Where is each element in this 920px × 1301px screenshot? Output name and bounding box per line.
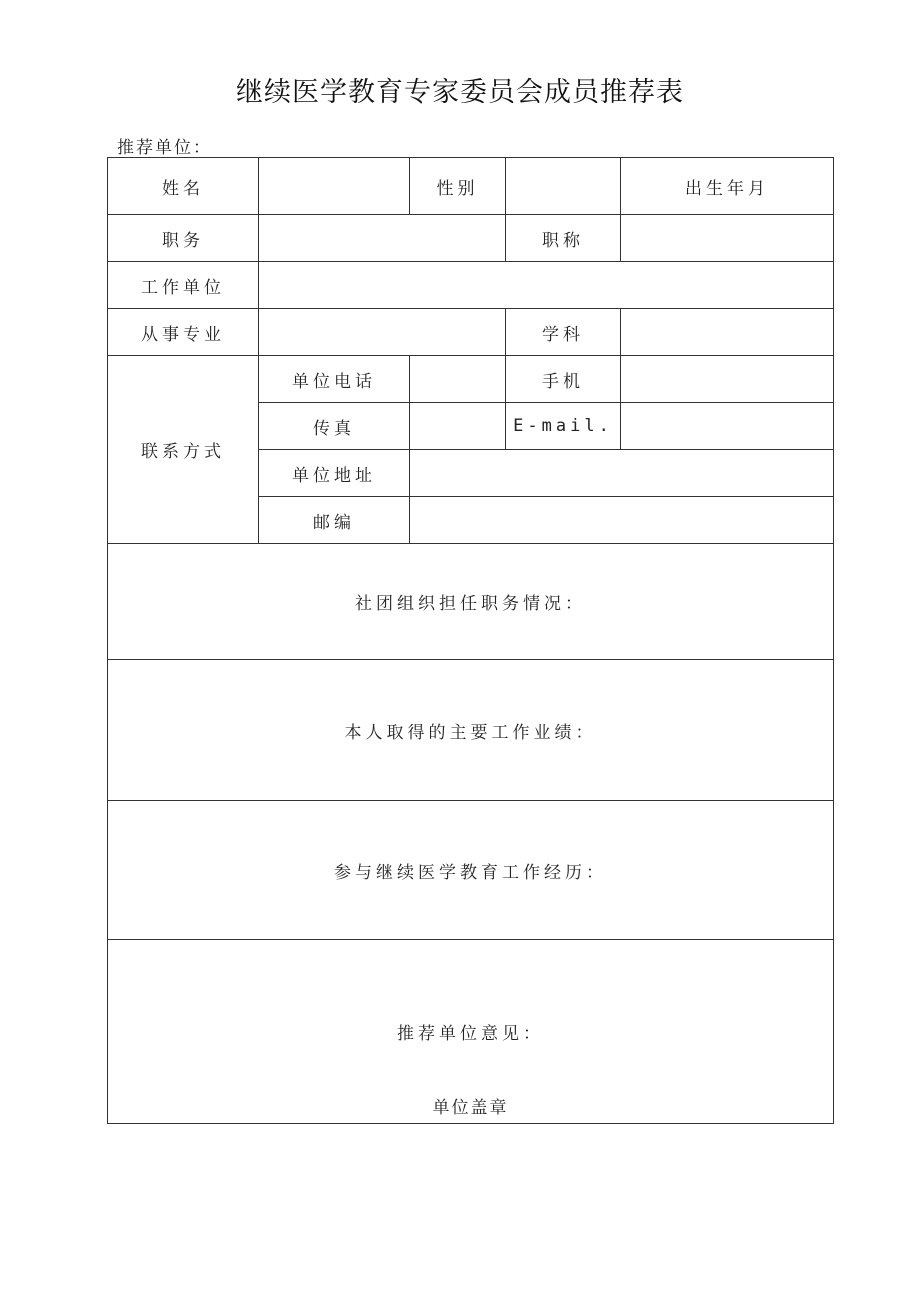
row-profession bbox=[108, 309, 834, 356]
office-phone-field[interactable] bbox=[410, 356, 506, 403]
society-roles-area[interactable] bbox=[108, 544, 834, 660]
row-society-roles bbox=[108, 544, 834, 660]
mobile-label: 手机 bbox=[506, 356, 621, 403]
workplace-field[interactable] bbox=[259, 262, 834, 309]
achievements-label: 本人取得的主要工作业绩： bbox=[344, 722, 597, 743]
page-title: 继续医学教育专家委员会成员推荐表 bbox=[236, 77, 684, 108]
name-label: 姓名 bbox=[108, 158, 259, 215]
cme-experience-area[interactable] bbox=[108, 801, 834, 940]
recommendation-form-table bbox=[107, 157, 834, 1124]
title-field[interactable] bbox=[621, 215, 834, 262]
birth-date-label: 出生年月 bbox=[621, 158, 834, 215]
fax-label: 传真 bbox=[259, 403, 410, 450]
postcode-label: 邮编 bbox=[259, 497, 410, 544]
address-label: 单位地址 bbox=[259, 450, 410, 497]
position-field[interactable] bbox=[259, 215, 506, 262]
unit-seal-label: 单位盖章 bbox=[432, 1098, 509, 1118]
unit-opinion-area[interactable] bbox=[108, 940, 834, 1124]
contact-label: 联系方式 bbox=[108, 356, 259, 544]
profession-field[interactable] bbox=[259, 309, 506, 356]
row-name bbox=[108, 158, 834, 215]
row-achievements bbox=[108, 660, 834, 801]
profession-label: 从事专业 bbox=[108, 309, 259, 356]
row-phone bbox=[108, 356, 834, 403]
discipline-field[interactable] bbox=[621, 309, 834, 356]
gender-label: 性别 bbox=[410, 158, 506, 215]
society-roles-label: 社团组织担任职务情况： bbox=[355, 594, 586, 614]
fax-field[interactable] bbox=[410, 403, 506, 450]
discipline-label: 学科 bbox=[506, 309, 621, 356]
email-field[interactable] bbox=[621, 403, 834, 450]
title-label: 职称 bbox=[506, 215, 621, 262]
address-field[interactable] bbox=[410, 450, 834, 497]
unit-opinion-label: 推荐单位意见： bbox=[397, 1024, 544, 1044]
recommender-label: 推荐单位： bbox=[117, 138, 212, 158]
cme-experience-label: 参与继续医学教育工作经历： bbox=[334, 862, 607, 883]
achievements-area[interactable] bbox=[108, 660, 834, 801]
row-cme-experience bbox=[108, 801, 834, 940]
row-unit-opinion bbox=[108, 940, 834, 1124]
gender-field[interactable] bbox=[506, 158, 621, 215]
mobile-field[interactable] bbox=[621, 356, 834, 403]
postcode-field[interactable] bbox=[410, 497, 834, 544]
office-phone-label: 单位电话 bbox=[259, 356, 410, 403]
name-field[interactable] bbox=[259, 158, 410, 215]
workplace-label: 工作单位 bbox=[108, 262, 259, 309]
row-position bbox=[108, 215, 834, 262]
email-label: E-mail. bbox=[506, 403, 621, 450]
row-workplace bbox=[108, 262, 834, 309]
position-label: 职务 bbox=[108, 215, 259, 262]
